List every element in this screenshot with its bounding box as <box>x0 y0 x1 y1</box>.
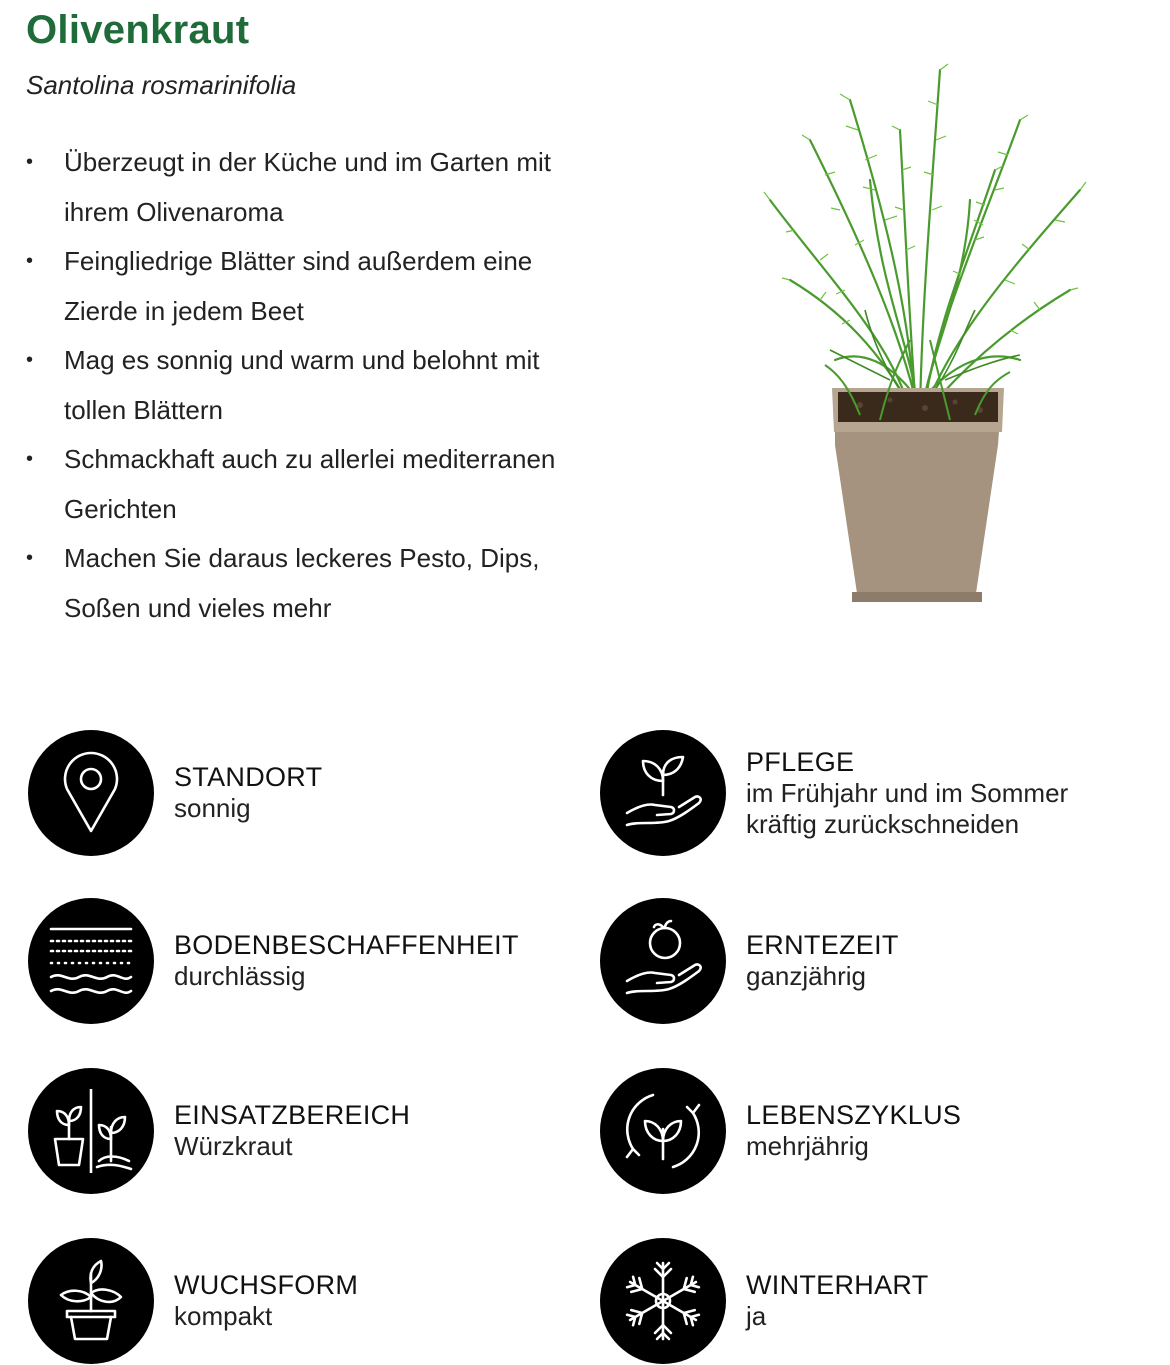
feature-value: ganzjährig <box>746 961 866 991</box>
feature-value: kräftig zurückschneiden <box>746 808 1020 839</box>
feature-value: im Frühjahr und im Sommer <box>746 777 1069 808</box>
snowflake-icon <box>600 1238 726 1364</box>
bullet-item: • Mag es sonnig und warm und belohnt mit tollen Blättern <box>26 345 540 425</box>
product-title: Olivenkraut <box>26 8 250 52</box>
latin-name: Santolina rosmarinifolia <box>26 70 297 100</box>
feature-value: mehrjährig <box>746 1131 869 1161</box>
feature-label: LEBENSZYKLUS <box>746 1100 962 1130</box>
feature-value: kompakt <box>174 1301 273 1331</box>
feature-label: STANDORT <box>174 762 323 792</box>
life-cycle-icon <box>600 1068 726 1194</box>
bullet-item: • Machen Sie daraus leckeres Pesto, Dips, Soßen und vieles mehr <box>26 543 540 623</box>
feature-wuchsform <box>28 1238 358 1364</box>
feature-label: WUCHSFORM <box>174 1270 359 1300</box>
fruit-hand-icon <box>600 898 726 1024</box>
soil-layers-icon <box>28 898 154 1024</box>
feature-bodenbeschaffenheit <box>28 898 519 1024</box>
feature-erntezeit <box>600 898 899 1024</box>
bullet-item: • Feingliedrige Blätter sind außerdem eine Zierde in jedem Beet <box>26 246 533 326</box>
feature-einsatzbereich <box>28 1068 410 1194</box>
feature-label: EINSATZBEREICH <box>174 1100 411 1130</box>
location-pin-icon <box>28 730 154 856</box>
feature-bullet-list <box>26 138 606 633</box>
bullet-item: • Schmackhaft auch zu allerlei mediterranen Gerichten <box>26 444 556 524</box>
feature-label: BODENBESCHAFFENHEIT <box>174 930 519 960</box>
plant-image <box>740 60 1110 620</box>
bullet-item: • Überzeugt in der Küche und im Garten mit ihrem Olivenaroma <box>26 147 552 227</box>
feature-value: Würzkraut <box>174 1131 293 1161</box>
feature-pflege <box>600 730 1068 856</box>
feature-label: ERNTEZEIT <box>746 930 899 960</box>
feature-value: durchlässig <box>174 961 306 991</box>
feature-lebenszyklus <box>600 1068 961 1194</box>
feature-label: PFLEGE <box>746 746 855 777</box>
potted-plant-icon <box>28 1238 154 1364</box>
seedling-hand-icon <box>600 730 726 856</box>
feature-winterhart <box>600 1238 929 1364</box>
feature-standort <box>28 730 322 856</box>
feature-value: sonnig <box>174 793 251 823</box>
feature-label: WINTERHART <box>746 1270 929 1300</box>
pot-and-bed-icon <box>28 1068 154 1194</box>
feature-value: ja <box>746 1301 767 1331</box>
